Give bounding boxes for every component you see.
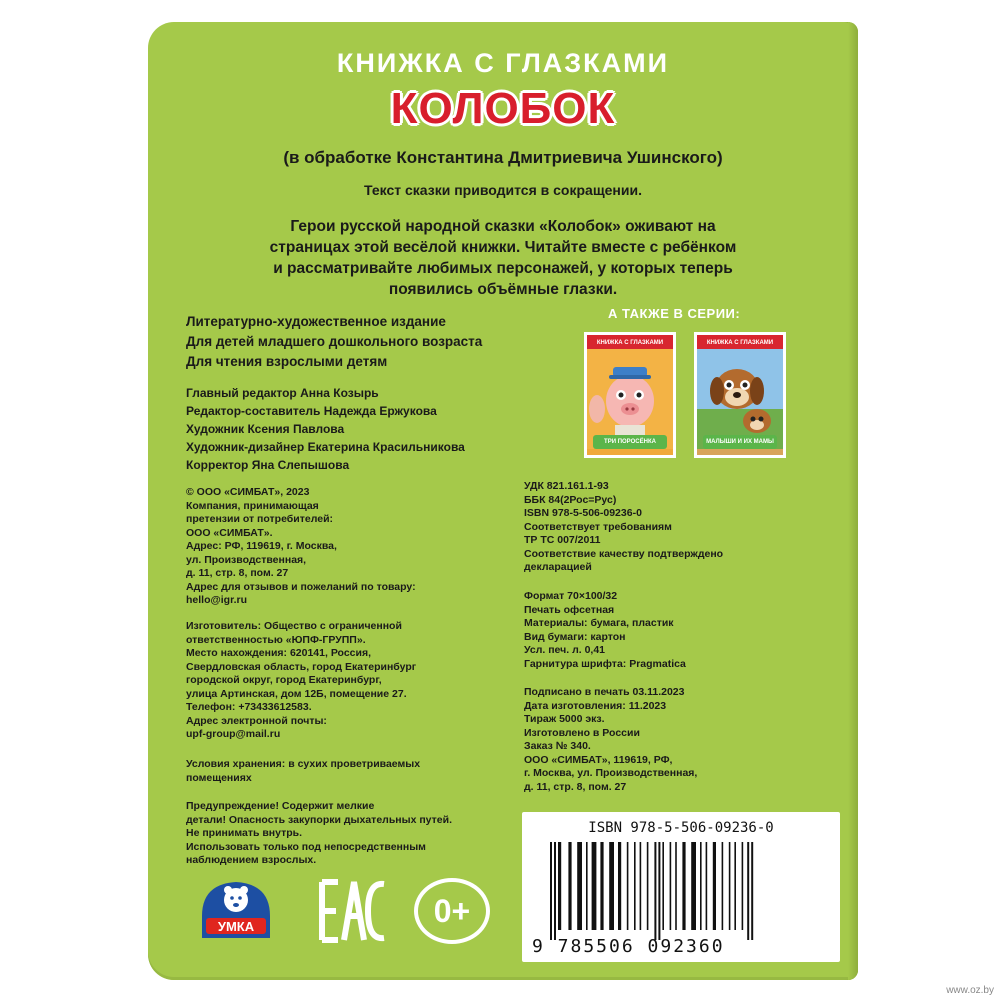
publisher-line: Адрес: РФ, 119619, г. Москва,: [186, 540, 337, 552]
publisher-line: претензии от потребителей:: [186, 513, 334, 525]
barcode-bar: [658, 842, 660, 940]
barcode-bar: [706, 842, 708, 930]
manufacturer-line: Свердловская область, город Екатеринбург: [186, 660, 417, 673]
credit-line: Корректор Яна Слепышова: [186, 458, 350, 472]
publisher-line: Адрес для отзывов и пожеланий по товару:: [186, 580, 416, 593]
publisher-line: hello@igr.ru: [186, 594, 247, 606]
print-line: ООО «СИМБАТ», 119619, РФ,: [524, 753, 673, 766]
eac-mark-icon: [318, 876, 388, 946]
barcode-isbn-text: ISBN 978-5-506-09236-0: [588, 820, 774, 836]
credits: [186, 384, 465, 474]
warning-line: Не принимать внутрь.: [186, 827, 303, 839]
classification-line: ISBN 978-5-506-09236-0: [524, 507, 642, 519]
credit-line: Редактор-составитель Надежда Ержукова: [186, 404, 437, 418]
abridged-note: Текст сказки приводится в сокращении.: [364, 182, 642, 198]
manufacturer-line: Адрес электронной почты:: [186, 714, 327, 727]
print-line: Заказ № 340.: [524, 740, 591, 752]
barcode-bar: [550, 842, 552, 940]
warning-block: [186, 800, 452, 868]
barcode-bar: [600, 842, 603, 930]
manufacturer-line: ответственностью «ЮПФ-ГРУПП».: [186, 633, 366, 646]
barcode-bar: [713, 842, 716, 930]
format-line: Формат 70×100/32: [524, 590, 618, 602]
isbn-barcode: [522, 812, 840, 962]
publisher-line: Компания, принимающая: [186, 499, 319, 512]
site-watermark: www.oz.by: [946, 985, 994, 996]
manufacturer-line: Изготовитель: Общество с ограниченной: [186, 620, 402, 632]
warning-line: Использовать только под непосредственным: [186, 840, 426, 853]
barcode-bar: [586, 842, 588, 930]
warning-line: детали! Опасность закупорки дыхательных путей.: [186, 813, 453, 826]
series-label: А ТАКЖЕ В СЕРИИ:: [608, 306, 741, 321]
publisher-line: ул. Производственная,: [186, 553, 307, 566]
manufacturer-block: [186, 620, 416, 742]
manufacturer-line: улица Артинская, дом 12Б, помещение 27.: [186, 687, 407, 700]
barcode-bar: [618, 842, 621, 930]
blurb-line: Герои русской народной сказки «Колобок» оживают на: [290, 218, 716, 235]
storage-line: Условия хранения: в сухих проветриваемых: [186, 758, 421, 770]
book-title: КОЛОБОК: [390, 84, 616, 133]
format-line: Материалы: бумага, пластик: [524, 617, 674, 629]
manufacturer-line: городской округ, город Екатеринбург,: [186, 674, 382, 686]
barcode-bar: [654, 842, 656, 940]
barcode-bar: [558, 842, 561, 930]
blurb-line: страницах этой весёлой книжки. Читайте вместе с ребёнком: [269, 239, 737, 256]
format-line: Гарнитура шрифта: Pragmatica: [524, 657, 686, 670]
classification-line: Соответствие качеству подтверждено: [524, 547, 724, 560]
classification-line: ББК 84(2Рос=Рус): [524, 493, 617, 506]
series-book-thumbnail: [694, 332, 786, 458]
blurb-line: появились объёмные глазки.: [388, 281, 618, 298]
print-line: Тираж 5000 экз.: [524, 713, 605, 725]
barcode-bar: [675, 842, 677, 930]
warning-line: наблюдением взрослых.: [186, 854, 317, 866]
barcode-bar: [647, 842, 649, 930]
barcode-bar: [742, 842, 744, 930]
barcode-bar: [682, 842, 685, 930]
format-block: [524, 590, 686, 671]
classification-line: УДК 821.161.1-93: [524, 480, 609, 492]
print-block: [524, 686, 697, 794]
barcode-bar: [609, 842, 614, 930]
manufacturer-line: Телефон: +73433612583.: [186, 701, 312, 713]
print-line: Подписано в печать 03.11.2023: [524, 686, 685, 698]
barcode-bar: [577, 842, 582, 930]
barcode-bar: [554, 842, 556, 940]
classification-line: декларацией: [524, 561, 592, 573]
classification-block: [524, 480, 723, 575]
series-book-top-label: КНИЖКА С ГЛАЗКАМИ: [587, 335, 673, 351]
barcode-bar: [700, 842, 702, 930]
manufacturer-line: Место нахождения: 620141, Россия,: [186, 647, 372, 659]
publisher-line: © ООО «СИМБАТ», 2023: [186, 486, 310, 498]
warning-line: Предупреждение! Содержит мелкие: [186, 800, 375, 812]
edition-info-line: Для чтения взрослыми детям: [186, 354, 388, 369]
book-subtitle: (в обработке Константина Дмитриевича Ушинского): [283, 148, 723, 167]
manufacturer-line: upf-group@mail.ru: [186, 728, 281, 740]
storage-block: [186, 758, 420, 785]
barcode-bar: [734, 842, 736, 930]
format-line: Усл. печ. л. 0,41: [524, 644, 606, 656]
puppy-illustration: [697, 349, 783, 449]
barcode-bar: [568, 842, 571, 930]
series-book-top-label: КНИЖКА С ГЛАЗКАМИ: [697, 335, 783, 351]
umka-logo-text: УМКА: [217, 919, 255, 934]
barcode-bars-graphic: [548, 842, 828, 940]
series-book-bottom-label: МАЛЫШИ И ИХ МАМЫ: [703, 435, 777, 449]
edition-info: [186, 312, 482, 372]
book-blurb: [200, 216, 806, 300]
series-book-thumbnail: [584, 332, 676, 458]
age-rating-badge: 0+: [414, 878, 490, 944]
publisher-line: ООО «СИМБАТ».: [186, 526, 273, 539]
credit-line: Художник Ксения Павлова: [186, 422, 345, 436]
edition-info-line: Литературно-художественное издание: [186, 314, 446, 329]
barcode-bar: [729, 842, 731, 930]
blurb-line: и рассматривайте любимых персонажей, у которых теперь: [273, 260, 733, 277]
print-line: д. 11, стр. 8, пом. 27: [524, 780, 627, 793]
barcode-bar: [670, 842, 672, 930]
barcode-bar: [640, 842, 642, 930]
umka-logo: [198, 876, 274, 942]
format-line: Вид бумаги: картон: [524, 630, 626, 643]
barcode-digits: 9 785506 092360: [532, 936, 725, 957]
barcode-bar: [751, 842, 753, 940]
print-line: Дата изготовления: 11.2023: [524, 699, 667, 712]
barcode-bar: [627, 842, 629, 930]
print-line: Изготовлено в России: [524, 726, 640, 739]
print-line: г. Москва, ул. Производственная,: [524, 767, 698, 779]
barcode-bar: [747, 842, 749, 940]
series-book-bottom-label: ТРИ ПОРОСЁНКА: [593, 435, 667, 449]
barcode-bar: [722, 842, 724, 930]
publisher-block: [186, 486, 416, 608]
barcode-bar: [592, 842, 597, 930]
barcode-bar: [634, 842, 636, 930]
eac-mark-text: EAC: [351, 911, 355, 912]
credit-line: Главный редактор Анна Козырь: [186, 386, 379, 400]
credit-line: Художник-дизайнер Екатерина Красильникова: [186, 440, 465, 454]
edition-info-line: Для детей младшего дошкольного возраста: [186, 334, 483, 349]
pig-illustration: [587, 349, 673, 449]
publisher-line: д. 11, стр. 8, пом. 27: [186, 567, 289, 579]
classification-line: Соответствует требованиям: [524, 520, 672, 533]
barcode-bar: [691, 842, 696, 930]
format-line: Печать офсетная: [524, 603, 615, 616]
barcode-bar: [662, 842, 664, 930]
storage-line: помещениях: [186, 771, 252, 784]
series-title: КНИЖКА С ГЛАЗКАМИ: [336, 48, 670, 78]
classification-line: ТР ТС 007/2011: [524, 534, 601, 546]
